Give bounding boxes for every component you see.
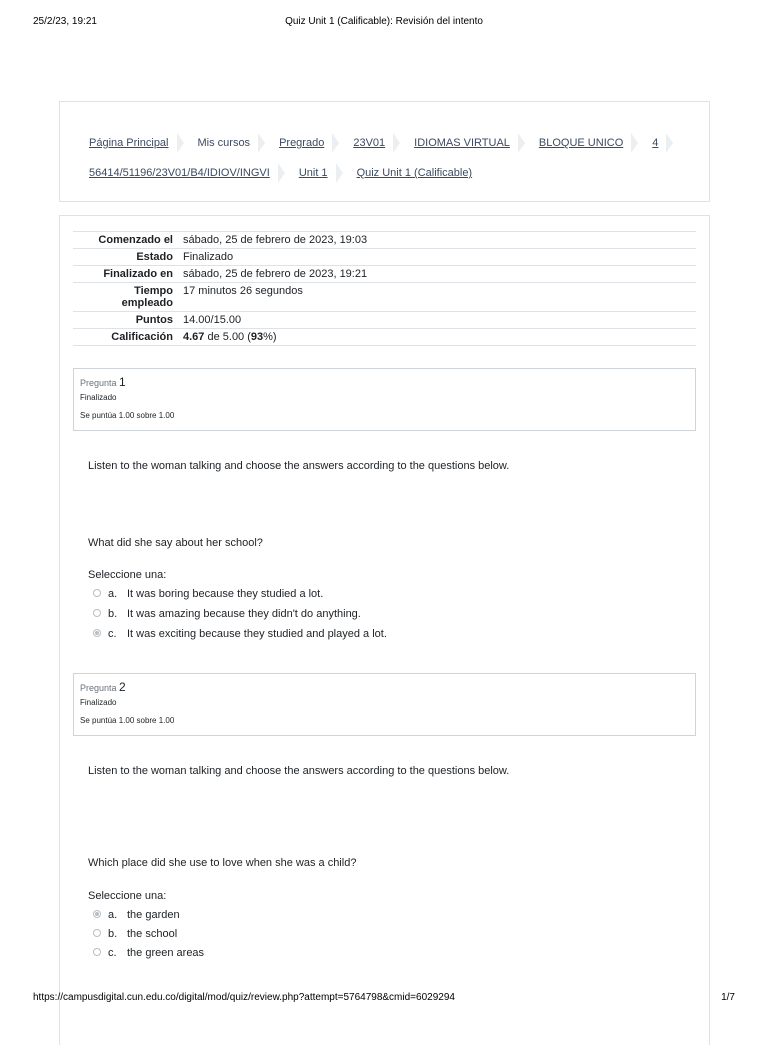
- question-state: Finalizado: [80, 698, 117, 707]
- radio-checked-icon[interactable]: [93, 629, 101, 637]
- question-label: Pregunta: [80, 683, 117, 693]
- breadcrumb-panel: [59, 101, 710, 202]
- summary-label-line2: empleado: [121, 297, 173, 309]
- summary-row-time: [73, 283, 696, 312]
- option-text: It was exciting because they studied and played a lot.: [127, 628, 387, 640]
- question-number: [80, 375, 126, 389]
- summary-value: [178, 329, 696, 346]
- breadcrumb-4[interactable]: 4: [652, 137, 659, 149]
- breadcrumb-separator-icon: [518, 133, 525, 153]
- grade-close: %): [263, 331, 277, 343]
- summary-row-state: [73, 249, 696, 266]
- summary-value: sábado, 25 de febrero de 2023, 19:03: [183, 234, 368, 246]
- question-info-2: [73, 673, 696, 736]
- summary-value: 14.00/15.00: [183, 314, 242, 326]
- option-letter: c.: [108, 947, 117, 959]
- question-text: What did she say about her school?: [88, 537, 263, 549]
- radio-icon[interactable]: [93, 589, 101, 597]
- question-info-1: [73, 368, 696, 431]
- option-letter: b.: [108, 608, 118, 620]
- answer-option[interactable]: [93, 907, 180, 923]
- question-intro: Listen to the woman talking and choose the answers according to the questions below.: [88, 765, 510, 777]
- print-header: [0, 16, 768, 32]
- option-text: It was boring because they studied a lot.: [127, 588, 324, 600]
- question-number-value: 1: [119, 375, 126, 389]
- summary-row-points: [73, 312, 696, 329]
- summary-row-finished: [73, 266, 696, 283]
- answer-option[interactable]: [93, 586, 323, 602]
- print-page-number: 1/7: [721, 992, 735, 1003]
- question-text: Which place did she use to love when she was a child?: [88, 857, 357, 869]
- summary-value: sábado, 25 de febrero de 2023, 19:21: [183, 268, 368, 280]
- breadcrumb-idiomas-virtual[interactable]: IDIOMAS VIRTUAL: [414, 137, 510, 149]
- radio-icon[interactable]: [93, 929, 101, 937]
- breadcrumb-separator-icon: [177, 133, 184, 153]
- option-text: It was amazing because they didn't do anything.: [127, 608, 361, 620]
- question-state: Finalizado: [80, 393, 117, 402]
- breadcrumb-23v01[interactable]: 23V01: [353, 137, 386, 149]
- question-number-value: 2: [119, 680, 126, 694]
- radio-checked-icon[interactable]: [93, 910, 101, 918]
- select-one-label: Seleccione una:: [88, 569, 167, 581]
- select-one-label: Seleccione una:: [88, 890, 167, 902]
- option-text: the garden: [127, 909, 180, 921]
- question-number: [80, 680, 126, 694]
- grade-max: de 5.00 (: [204, 331, 251, 343]
- breadcrumb-bloque-unico[interactable]: BLOQUE UNICO: [538, 137, 624, 149]
- breadcrumb-course-code[interactable]: 56414/51196/23V01/B4/IDIOV/INGVI: [89, 167, 270, 179]
- option-text: the school: [127, 928, 178, 940]
- summary-label: Comenzado el: [98, 234, 173, 246]
- breadcrumb: [89, 128, 689, 188]
- option-letter: c.: [108, 628, 117, 640]
- breadcrumb-separator-icon: [666, 133, 673, 153]
- summary-label: Estado: [136, 251, 173, 263]
- summary-value: 17 minutos 26 segundos: [183, 285, 303, 297]
- breadcrumb-separator-icon: [336, 163, 343, 183]
- summary-label: Finalizado en: [103, 268, 173, 280]
- radio-icon[interactable]: [93, 948, 101, 956]
- summary-label: Puntos: [135, 314, 173, 326]
- breadcrumb-pregrado[interactable]: Pregrado: [279, 137, 325, 149]
- summary-label: [73, 283, 178, 312]
- option-letter: a.: [108, 909, 118, 921]
- breadcrumb-separator-icon: [258, 133, 265, 153]
- breadcrumb-separator-icon: [631, 133, 638, 153]
- breadcrumb-separator-icon: [332, 133, 339, 153]
- breadcrumb-my-courses: Mis cursos: [197, 137, 251, 149]
- answer-option[interactable]: [93, 626, 387, 642]
- summary-value: Finalizado: [183, 251, 234, 263]
- summary-label: Calificación: [111, 331, 173, 343]
- attempt-summary-table: [73, 231, 696, 346]
- grade-value: 4.67: [183, 331, 205, 343]
- question-grade: Se puntúa 1.00 sobre 1.00: [80, 716, 175, 725]
- print-date: 25/2/23, 19:21: [33, 16, 97, 27]
- breadcrumb-home[interactable]: Página Principal: [89, 137, 169, 149]
- summary-row-grade: [73, 329, 696, 346]
- option-text: the green areas: [127, 947, 205, 959]
- breadcrumb-separator-icon: [278, 163, 285, 183]
- summary-row-started: [73, 232, 696, 249]
- option-letter: b.: [108, 928, 118, 940]
- answer-option[interactable]: [93, 945, 204, 961]
- print-footer: [0, 992, 768, 1006]
- print-url: https://campusdigital.cun.edu.co/digital/mod/quiz/review.php?attempt=5764798&cmid=6029294: [33, 992, 455, 1003]
- answer-option[interactable]: [93, 606, 361, 622]
- breadcrumb-unit-1[interactable]: Unit 1: [298, 167, 328, 179]
- breadcrumb-separator-icon: [393, 133, 400, 153]
- radio-icon[interactable]: [93, 609, 101, 617]
- question-grade: Se puntúa 1.00 sobre 1.00: [80, 411, 175, 420]
- question-label: Pregunta: [80, 378, 117, 388]
- summary-label-line1: Tiempo: [134, 285, 173, 297]
- breadcrumb-quiz[interactable]: Quiz Unit 1 (Calificable): [356, 167, 473, 179]
- question-intro: Listen to the woman talking and choose the answers according to the questions below.: [88, 460, 510, 472]
- option-letter: a.: [108, 588, 118, 600]
- print-title: Quiz Unit 1 (Calificable): Revisión del intento: [285, 16, 483, 27]
- grade-percent: 93: [250, 331, 264, 343]
- answer-option[interactable]: [93, 926, 177, 942]
